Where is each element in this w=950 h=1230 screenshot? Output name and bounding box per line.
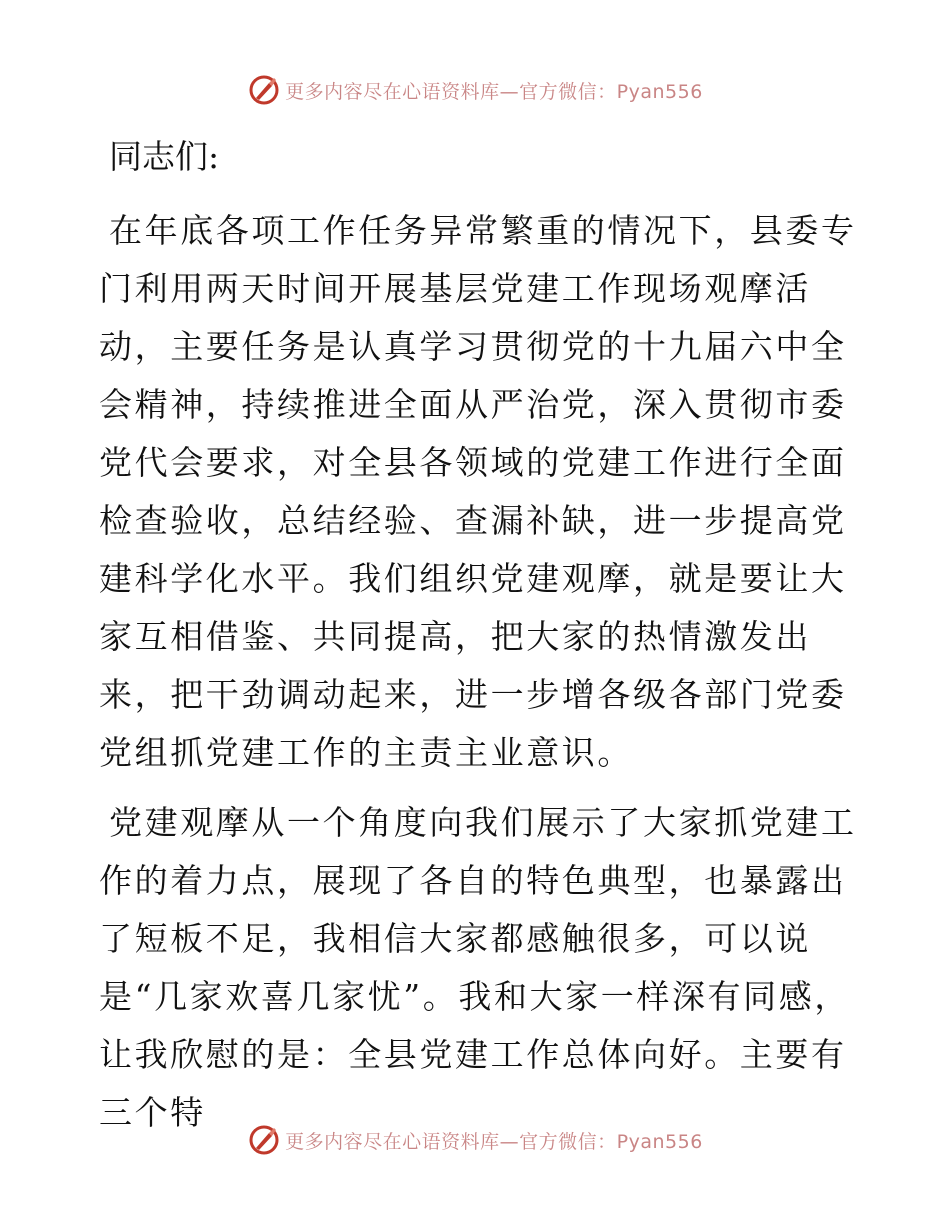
salutation: 同志们: — [109, 137, 220, 176]
watermark-text: 更多内容尽在心语资料库—官方微信：Pyan556 — [285, 1130, 703, 1153]
paragraph: 党建观摩从一个角度向我们展示了大家抓党建工作的着力点，展现了各自的特色典型，也暴露出了短板不足，我相信大家都感触很多，可以说是“几家欢喜几家忧”。我和大家一样深有同感，让我欣慰的是：全县党建工作总体向好。主要有三个特 — [99, 803, 857, 1132]
watermark-text: 更多内容尽在心语资料库—官方微信：Pyan556 — [285, 80, 703, 103]
document-body — [99, 118, 859, 1142]
watermark-header — [0, 70, 950, 110]
watermark-footer — [0, 1120, 950, 1160]
paragraph: 在年底各项工作任务异常繁重的情况下，县委专门利用两天时间开展基层党建工作现场观摩活动，主要任务是认真学习贯彻党的十九届六中全会精神，持续推进全面从严治党，深入贯彻市委党代会要求，对全县各领域的党建工作进行全面检查验收，总结经验、查漏补缺，进一步提高党建科学化水平。我们组织党建观摩，就是要让大家互相借鉴、共同提高，把大家的热情激发出来，把干劲调动起来，进一步增各级各部门党委党组抓党建工作的主责主业意识。 — [99, 211, 857, 772]
quill-logo-icon — [247, 73, 281, 107]
quill-logo-icon — [247, 1123, 281, 1157]
